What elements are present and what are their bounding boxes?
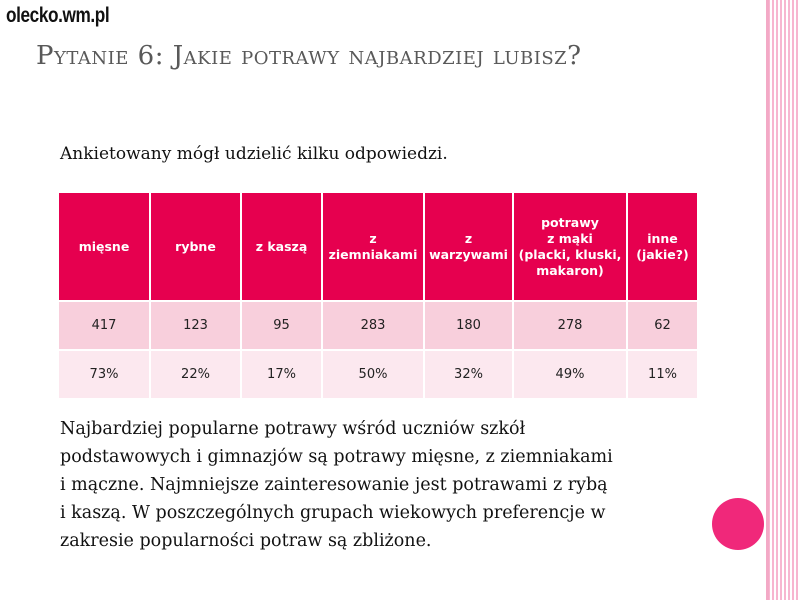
header-line: ziemniakami — [328, 246, 418, 262]
count-cell: 283 — [322, 301, 424, 350]
summary-line: i kaszą. W poszczególnych grupach wiekowych preferencje w — [60, 503, 606, 523]
header-cell-fish — [150, 193, 241, 301]
percent-cell: 11% — [627, 350, 697, 398]
header-cell-other — [627, 193, 697, 301]
header-line: makaron) — [536, 262, 604, 278]
percent-cell: 17% — [241, 350, 322, 398]
decorative-stripes — [766, 0, 800, 600]
summary-line: Najbardziej popularne potrawy wśród uczniów szkół — [60, 419, 526, 439]
summary-line: zakresie popularności potraw są zbliżone. — [60, 531, 432, 551]
summary-line: podstawowych i gimnazjów są potrawy mięsne, z ziemniakami — [60, 447, 613, 467]
count-cell: 417 — [59, 301, 150, 350]
header-cell-groats — [241, 193, 322, 301]
header-cell-flour-dishes — [513, 193, 627, 301]
percent-cell: 73% — [59, 350, 150, 398]
count-cell: 180 — [424, 301, 513, 350]
survey-table — [59, 193, 697, 398]
percent-cell: 22% — [150, 350, 241, 398]
header-line: inne — [647, 230, 678, 246]
table-row-percents — [59, 350, 697, 398]
count-cell: 62 — [627, 301, 697, 350]
header-line: z — [464, 230, 473, 246]
count-cell: 123 — [150, 301, 241, 350]
header-line: potrawy — [541, 214, 599, 230]
header-line: warzywami — [429, 246, 508, 262]
header-line: (jakie?) — [636, 246, 689, 262]
header-line: mięsne — [78, 238, 130, 254]
slide-subtitle: Ankietowany mógł udzielić kilku odpowiedzi. — [60, 144, 448, 164]
percent-cell: 50% — [322, 350, 424, 398]
percent-cell: 49% — [513, 350, 627, 398]
percent-cell: 32% — [424, 350, 513, 398]
header-cell-meat — [59, 193, 150, 301]
summary-line: i mączne. Najmniejsze zainteresowanie jest potrawami z rybą — [60, 475, 608, 495]
count-cell: 95 — [241, 301, 322, 350]
header-line: z kaszą — [255, 238, 308, 254]
header-line: rybne — [175, 238, 216, 254]
table-row-counts — [59, 301, 697, 350]
header-cell-vegetables — [424, 193, 513, 301]
decorative-circle — [712, 498, 764, 550]
header-line: z — [369, 230, 377, 246]
header-cell-potatoes — [322, 193, 424, 301]
header-line: z mąki — [547, 230, 593, 246]
site-watermark: olecko.wm.pl — [6, 4, 110, 27]
count-cell: 278 — [513, 301, 627, 350]
table-header-row — [59, 193, 697, 301]
header-line: (placki, kluski, — [518, 246, 622, 262]
summary-paragraph — [60, 415, 690, 555]
slide-title: Pytanie 6: Jakie potrawy najbardziej lubisz? — [36, 41, 582, 71]
